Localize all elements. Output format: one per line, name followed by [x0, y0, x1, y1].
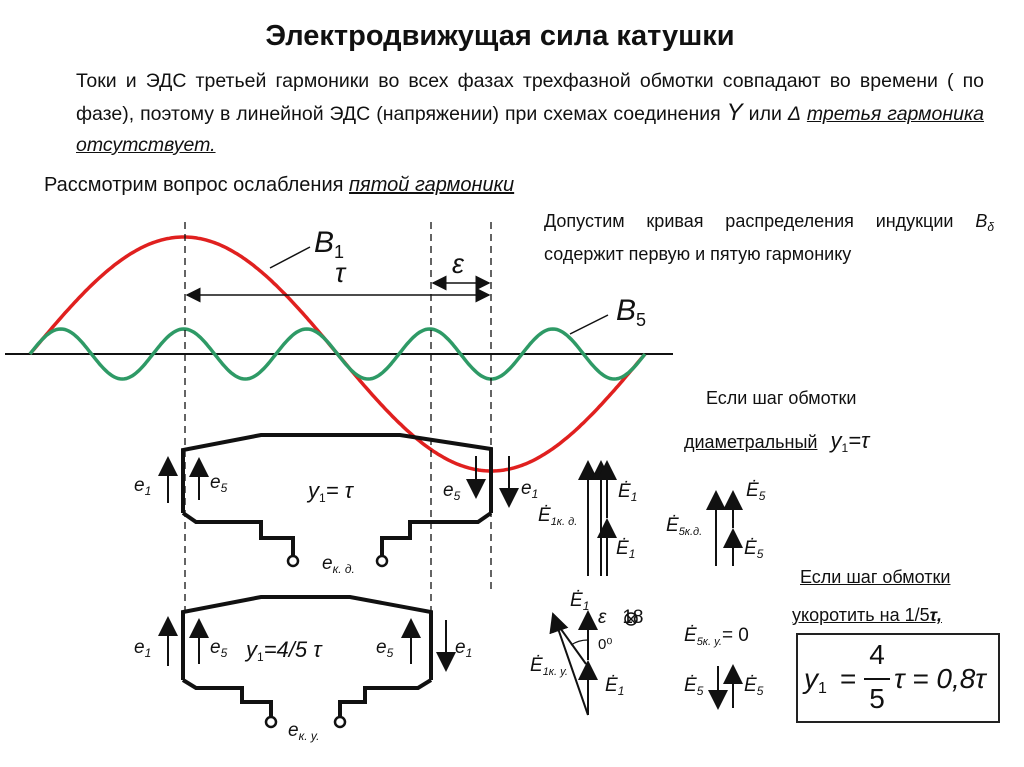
- intro-conclusion: третья гармоника отсутствует.: [76, 103, 985, 156]
- assume-text-a: Допустим кривая распределения индукции: [544, 211, 954, 231]
- b1-leader: [270, 247, 310, 268]
- assume-text-b: содержит первую и пятую гармонику: [544, 244, 852, 264]
- diam-rest: =τ: [848, 428, 870, 453]
- b5-letter: B: [616, 294, 637, 327]
- terminal-top-right: [377, 556, 387, 566]
- label-e1-short-top: $Ė_1$: [570, 590, 590, 613]
- label-e5ky: $Ė_{5к. у.}= 0$: [684, 625, 749, 648]
- bottom-coil-pitch: $y_1=4/5$ τ: [246, 637, 322, 664]
- bottom-e1-right: $e_1$: [455, 637, 473, 660]
- label-zero-deg: 0⁰: [598, 636, 613, 653]
- formula-eq: =: [840, 663, 857, 694]
- symbol-delta: Δ: [787, 103, 801, 125]
- fifth-emph: пятой гармоники: [349, 174, 515, 196]
- formula-num: 4: [869, 639, 885, 670]
- page-title: Электродвижущая сила катушки: [265, 20, 735, 52]
- b1-sub: 1: [334, 242, 345, 262]
- bottom-e5-right: $e_5$: [376, 637, 394, 660]
- top-e1-right: $e_1$: [521, 478, 539, 501]
- terminal-top-left: [288, 556, 298, 566]
- formula-bar: [864, 678, 890, 680]
- label-e1ky: $Ė_{1к. у.}$: [530, 655, 568, 678]
- label-e1-top: $Ė_1$: [618, 481, 638, 504]
- short-tau: τ,: [929, 605, 942, 625]
- diametral-word: диаметральный: [684, 432, 818, 452]
- epsilon-label: ε: [452, 249, 464, 279]
- label-epsilon-angle: ε 18: [598, 607, 644, 628]
- word-or: или: [748, 103, 782, 125]
- bottom-e1-left: $e_1$: [134, 637, 152, 660]
- epsilon-arc: [571, 640, 588, 645]
- diametral-formula: [830, 428, 869, 453]
- diam-y-sub: 1: [841, 441, 849, 455]
- top-ek-label: $e_{к. д.}$: [322, 553, 355, 576]
- symbol-y: Y: [726, 99, 743, 126]
- diam-y: y: [830, 428, 842, 453]
- formula-den: 5: [869, 683, 885, 714]
- intro-text: Токи и ЭДС третьей гармоники во всех фазах трехфазной обмотки совпадают во времени ( по фазе), поэтому в линейной ЭДС (напряжении) при схемах соединения: [76, 70, 984, 125]
- b5-label: [616, 294, 646, 331]
- formula-y: y1: [804, 663, 827, 697]
- b5-leader: [570, 315, 608, 334]
- formula-box: [796, 633, 1000, 723]
- short-line2: [792, 605, 942, 626]
- label-e1-short-bottom: $Ė_1$: [605, 675, 625, 698]
- label-e5-short-left: $Ė_5$: [684, 675, 704, 698]
- diametral-line1: Если шаг обмотки: [706, 388, 857, 408]
- short-line2-text: укоротить на 1/5: [792, 605, 930, 625]
- label-e5kd: $Ė_{5к.д.}$: [666, 515, 703, 538]
- label-e5-bottom: $Ė_5$: [744, 538, 764, 561]
- bottom-e5-left: $e_5$: [210, 637, 228, 660]
- terminal-bottom-right: [335, 717, 345, 727]
- b-symbol: B: [975, 211, 988, 231]
- top-e5-left: $e_5$: [210, 472, 228, 495]
- formula-rest: τ = 0,8τ: [894, 663, 986, 694]
- short-line1: Если шаг обмотки: [800, 567, 951, 587]
- diametral-line2: [684, 428, 869, 455]
- bottom-ek-label: $e_{к. у.}$: [288, 720, 320, 743]
- label-e5-short-right: $Ė_5$: [744, 675, 764, 698]
- top-e1-left: $e_1$: [134, 475, 152, 498]
- label-e1kd: $Ė_{1к. д.}$: [538, 505, 578, 528]
- b5-sub: 5: [636, 310, 647, 330]
- top-coil-pitch: $y_1= \tau$: [308, 478, 353, 505]
- fifth-text: Рассмотрим вопрос ослабления: [44, 174, 344, 196]
- tau-label: τ: [335, 258, 346, 288]
- terminal-bottom-left: [266, 717, 276, 727]
- delta-sub: δ: [987, 220, 994, 234]
- b1-letter: B: [314, 226, 335, 259]
- label-e5-top: $Ė_5$: [746, 480, 766, 503]
- label-e1-bottom: $Ė_1$: [616, 538, 636, 561]
- top-e5-right: $e_5$: [443, 480, 461, 503]
